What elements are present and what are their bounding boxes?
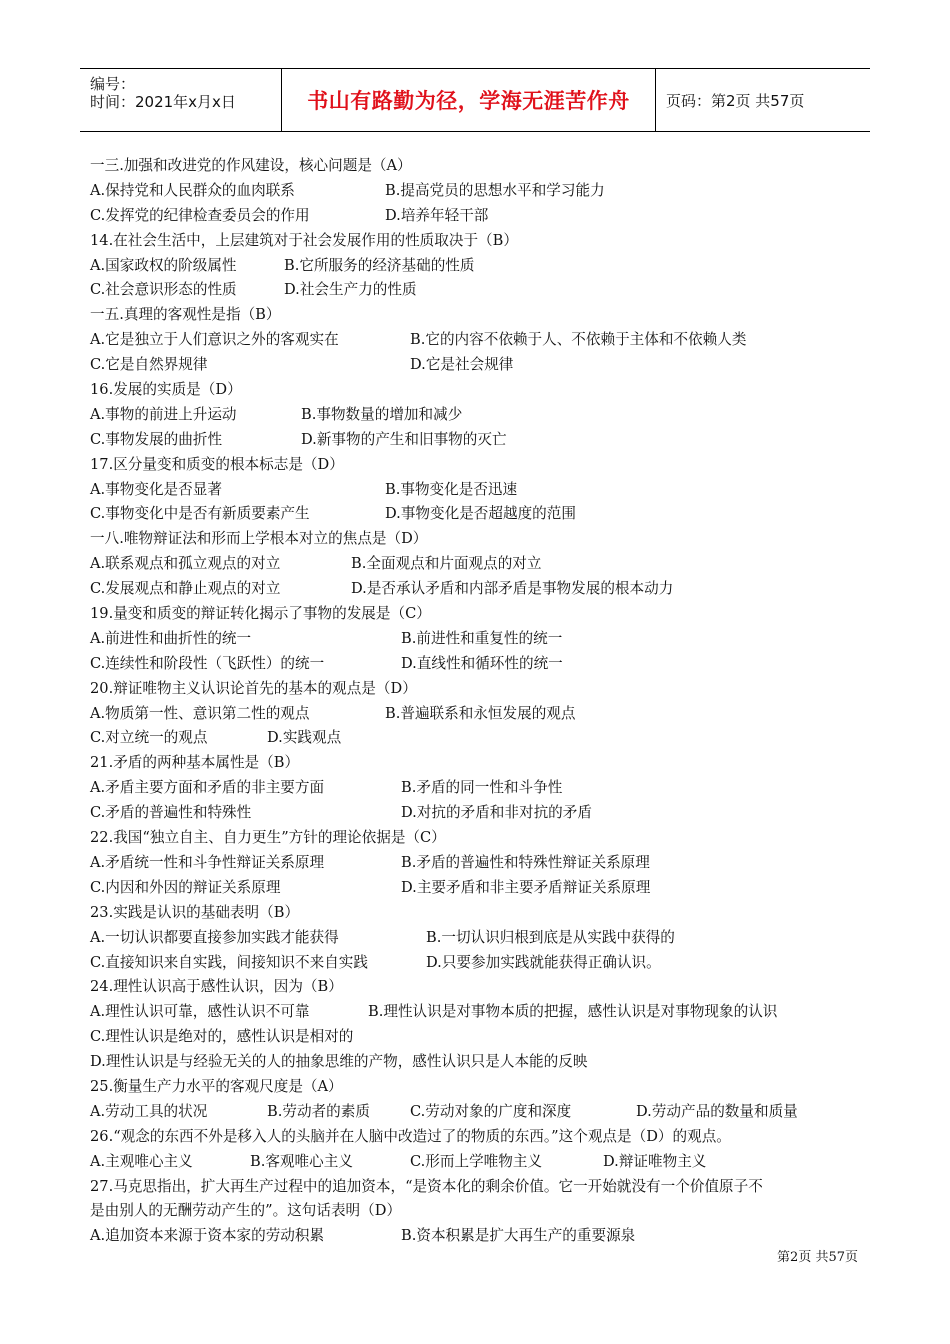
answer-option: B.资本积累是扩大再生产的重要源泉 (401, 1227, 636, 1245)
header-left-cell (80, 69, 281, 131)
question-text: 是由别人的无酬劳动产生的”。这句话表明（D） (90, 1202, 402, 1220)
text-line (90, 926, 880, 951)
answer-option: C.发挥党的纪律检查委员会的作用 (90, 206, 310, 224)
text-line (90, 1000, 880, 1025)
question-text: 22.我国“独立自主、自力更生”方针的理论依据是（C） (90, 829, 446, 847)
question-text: 27.马克思指出，扩大再生产过程中的追加资本，“是资本化的剩余价值。它一开始就没有一个价值原子不 (90, 1177, 763, 1195)
answer-option: D.是否承认矛盾和内部矛盾是事物发展的根本动力 (351, 580, 674, 598)
text-line (90, 478, 880, 503)
text-line (90, 1100, 880, 1125)
answer-option: A.前进性和曲折性的统一 (90, 629, 252, 647)
text-line (90, 1224, 880, 1249)
text-line (90, 1050, 880, 1075)
text-line (90, 1025, 880, 1050)
answer-option: B.提高党员的思想水平和学习能力 (385, 181, 605, 199)
answer-option: A.追加资本来源于资本家的劳动积累 (90, 1227, 325, 1245)
question-text: 26.“观念的东西不外是移入人的头脑并在人脑中改造过了的物质的东西。”这个观点是（D）的观点。 (90, 1127, 731, 1145)
answer-option: C.形而上学唯物主义 (410, 1152, 543, 1170)
answer-option: C.事物发展的曲折性 (90, 430, 223, 448)
text-line (90, 677, 880, 702)
text-line (90, 552, 880, 577)
text-line (90, 901, 880, 926)
question-text: 16.发展的实质是（D） (90, 381, 242, 399)
question-text: 一三.加强和改进党的作风建设，核心问题是（A） (90, 157, 412, 174)
question-text: 一五.真理的客观性是指（B） (90, 306, 281, 324)
answer-option: D.直线性和循环性的统一 (401, 654, 563, 672)
answer-option: D.对抗的矛盾和非对抗的矛盾 (401, 804, 592, 822)
text-line (90, 328, 880, 353)
text-line (90, 1125, 880, 1150)
answer-option: A.保持党和人民群众的血肉联系 (90, 181, 295, 199)
header-page-cell (656, 69, 870, 131)
text-line (90, 1150, 880, 1175)
answer-option: B.劳动者的素质 (267, 1102, 370, 1120)
answer-option: B.客观唯心主义 (250, 1152, 353, 1170)
text-line (90, 652, 880, 677)
answer-option: C.矛盾的普遍性和特殊性 (90, 804, 252, 822)
text-line (90, 179, 880, 204)
text-line (90, 851, 880, 876)
answer-option: A.矛盾统一性和斗争性辩证关系原理 (90, 853, 325, 871)
question-text: 14.在社会生活中，上层建筑对于社会发展作用的性质取决于（B） (90, 231, 518, 249)
answer-option: B.理性认识是对事物本质的把握，感性认识是对事物现象的认识 (368, 1003, 778, 1021)
answer-option: D.只要参加实践就能获得正确认识。 (426, 953, 661, 971)
answer-option: C.社会意识形态的性质 (90, 281, 237, 299)
answer-option: A.劳动工具的状况 (90, 1102, 208, 1120)
text-line (90, 776, 880, 801)
answer-option: C.直接知识来自实践，间接知识不来自实践 (90, 953, 368, 971)
answer-option: C.发展观点和静止观点的对立 (90, 580, 281, 598)
answer-option: B.前进性和重复性的统一 (401, 629, 563, 647)
answer-option: D.辩证唯物主义 (603, 1152, 707, 1170)
answer-option: B.矛盾的同一性和斗争性 (401, 779, 563, 797)
text-line (90, 154, 880, 179)
text-line (90, 278, 880, 303)
answer-option: A.联系观点和孤立观点的对立 (90, 555, 281, 573)
question-text: 17.区分量变和质变的根本标志是（D） (90, 455, 344, 473)
answer-option: A.国家政权的阶级属性 (90, 256, 237, 274)
question-list (90, 154, 880, 1249)
text-line (90, 254, 880, 279)
text-line (90, 951, 880, 976)
answer-option: D.实践观点 (267, 729, 342, 747)
answer-option: D.它是社会规律 (410, 356, 514, 374)
question-text: 19.量变和质变的辩证转化揭示了事物的发展是（C） (90, 605, 431, 623)
question-text: 25.衡量生产力水平的客观尺度是（A） (90, 1077, 343, 1095)
text-line (90, 876, 880, 901)
answer-option: B.一切认识归根到底是从实践中获得的 (426, 928, 675, 946)
text-line (90, 303, 880, 328)
text-line (90, 975, 880, 1000)
text-line (90, 229, 880, 254)
question-text: 20.辩证唯物主义认识论首先的基本的观点是（D） (90, 679, 417, 697)
answer-option: D.劳动产品的数量和质量 (636, 1102, 798, 1120)
text-line (90, 378, 880, 403)
text-line (90, 726, 880, 751)
doc-code-label: 编号： (90, 75, 136, 93)
doc-time-label: 时间：2021年x月x日 (90, 93, 236, 111)
answer-option: B.全面观点和片面观点的对立 (351, 555, 542, 573)
text-line (90, 826, 880, 851)
footer-page-number: 第2页 共57页 (777, 1250, 858, 1265)
text-line (90, 453, 880, 478)
text-line (90, 1075, 880, 1100)
page-header (80, 68, 870, 132)
text-line (90, 1175, 880, 1200)
answer-option: D.培养年轻干部 (385, 206, 489, 224)
answer-option: A.事物的前进上升运动 (90, 405, 237, 423)
answer-option: B.普遍联系和永恒发展的观点 (385, 704, 576, 722)
header-motto: 书山有路勤为径，学海无涯苦作舟 (307, 89, 630, 113)
answer-option: D.新事物的产生和旧事物的灭亡 (301, 430, 507, 448)
answer-option: B.它的内容不依赖于人、不依赖于主体和不依赖人类 (410, 331, 747, 349)
text-line (90, 751, 880, 776)
text-line (90, 627, 880, 652)
answer-option: A.事物变化是否显著 (90, 480, 222, 498)
answer-option: A.物质第一性、意识第二性的观点 (90, 704, 310, 722)
text-line (90, 502, 880, 527)
answer-option: A.一切认识都要直接参加实践才能获得 (90, 928, 339, 946)
question-text: 24.理性认识高于感性认识，因为（B） (90, 978, 343, 996)
answer-option: C.连续性和阶段性（飞跃性）的统一 (90, 654, 325, 672)
answer-option: C.对立统一的观点 (90, 729, 208, 747)
text-line (90, 1199, 880, 1224)
answer-option: D.主要矛盾和非主要矛盾辩证关系原理 (401, 878, 651, 896)
text-line (90, 204, 880, 229)
text-line (90, 428, 880, 453)
answer-option: A.它是独立于人们意识之外的客观实在 (90, 331, 339, 349)
question-text: C.理性认识是绝对的，感性认识是相对的 (90, 1028, 354, 1046)
question-text: 23.实践是认识的基础表明（B） (90, 903, 300, 921)
text-line (90, 602, 880, 627)
answer-option: D.社会生产力的性质 (284, 281, 417, 299)
answer-option: B.事物数量的增加和减少 (301, 405, 463, 423)
header-page-number: 页码：第2页 共57页 (666, 91, 805, 110)
question-text: 21.矛盾的两种基本属性是（B） (90, 754, 300, 772)
answer-option: B.它所服务的经济基础的性质 (284, 256, 475, 274)
answer-option: B.事物变化是否迅速 (385, 480, 518, 498)
answer-option: C.内因和外因的辩证关系原理 (90, 878, 281, 896)
question-text: D.理性认识是与经验无关的人的抽象思维的产物，感性认识只是人本能的反映 (90, 1053, 588, 1071)
answer-option: A.矛盾主要方面和矛盾的非主要方面 (90, 779, 325, 797)
answer-option: A.主观唯心主义 (90, 1152, 193, 1170)
answer-option: D.事物变化是否超越度的范围 (385, 505, 576, 523)
header-motto-cell (281, 69, 656, 131)
answer-option: C.劳动对象的广度和深度 (410, 1102, 572, 1120)
text-line (90, 353, 880, 378)
text-line (90, 801, 880, 826)
answer-option: C.事物变化中是否有新质要素产生 (90, 505, 310, 523)
text-line (90, 577, 880, 602)
text-line (90, 702, 880, 727)
text-line (90, 403, 880, 428)
text-line (90, 527, 880, 552)
question-text: 一八.唯物辩证法和形而上学根本对立的焦点是（D） (90, 530, 428, 548)
answer-option: A.理性认识可靠，感性认识不可靠 (90, 1003, 310, 1021)
answer-option: C.它是自然界规律 (90, 356, 208, 374)
answer-option: B.矛盾的普遍性和特殊性辩证关系原理 (401, 853, 650, 871)
